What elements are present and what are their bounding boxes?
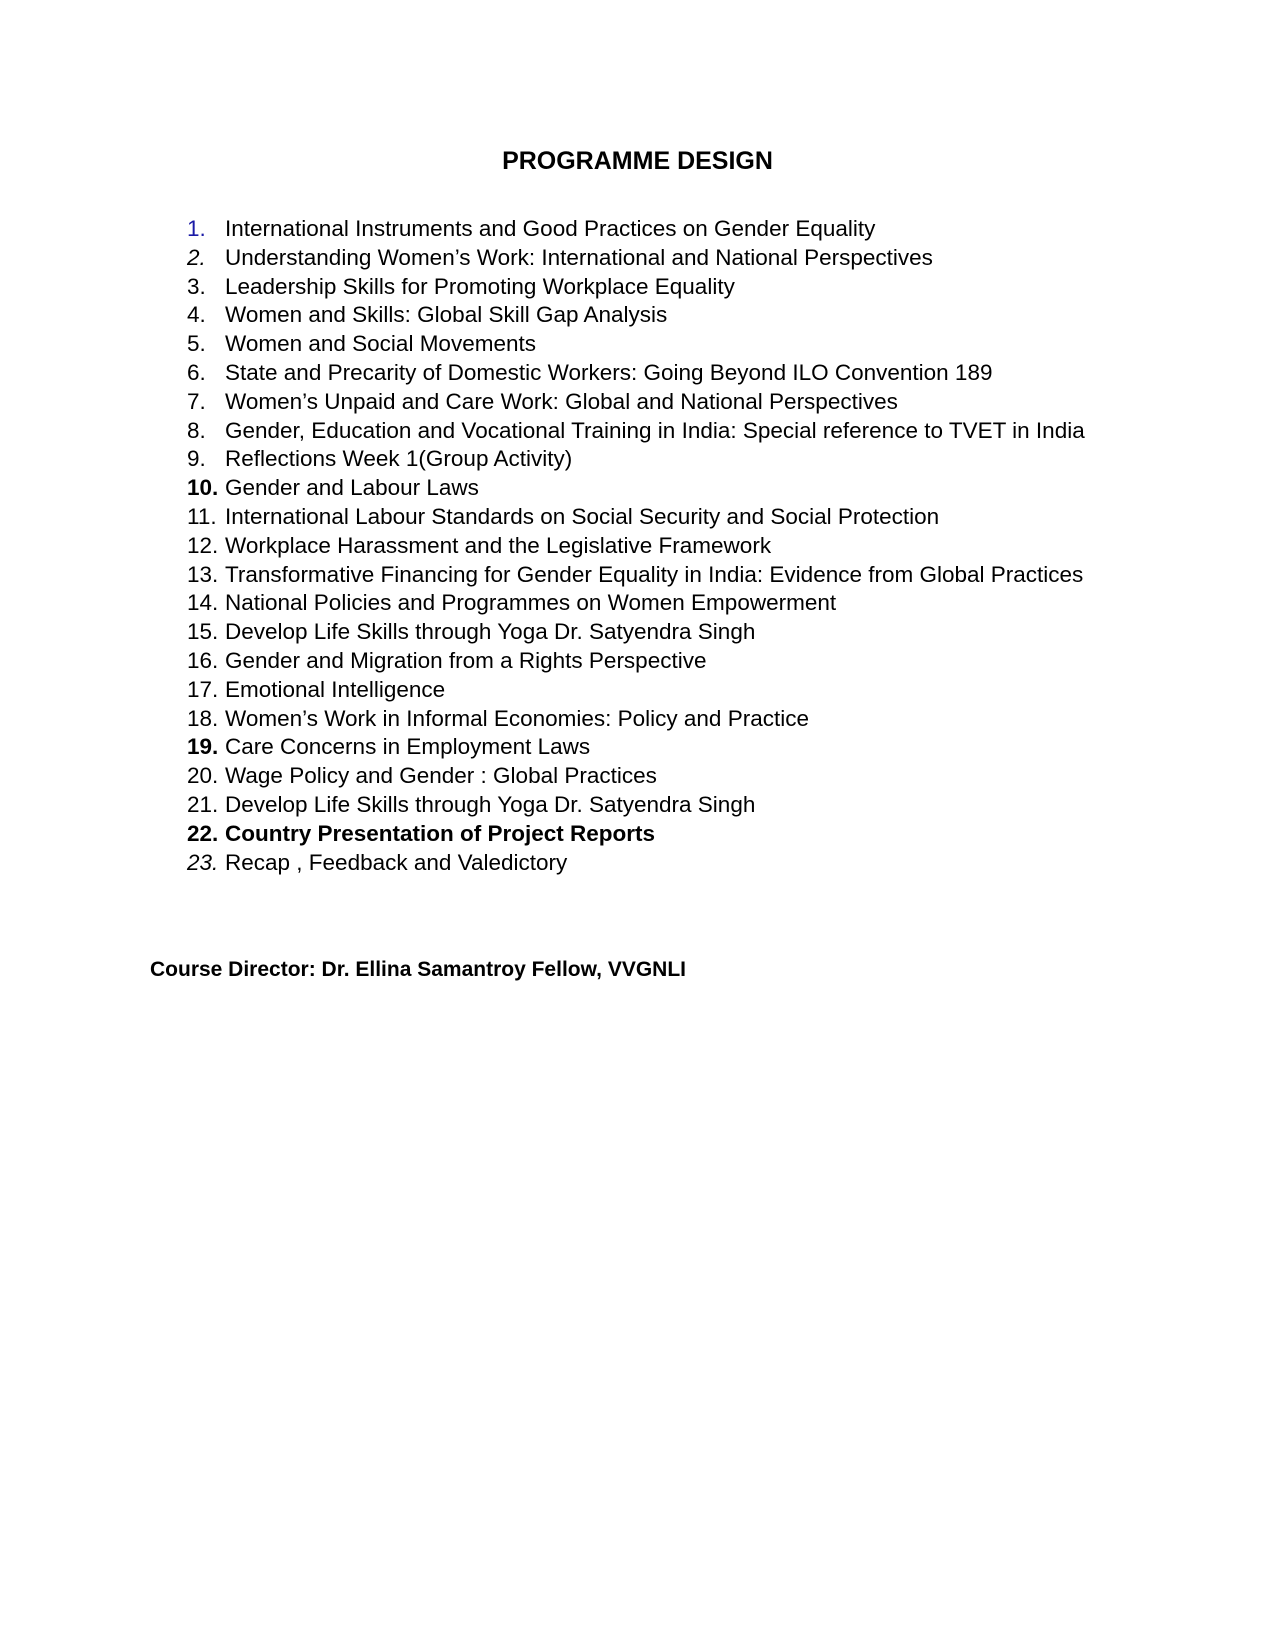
list-item [187, 849, 1117, 878]
list-item-number: 23. [187, 849, 219, 875]
list-item-text: International Instruments and Good Practices on Gender Equality [225, 216, 876, 241]
list-item-number: 8. [187, 417, 206, 443]
list-item-text: State and Precarity of Domestic Workers: Going Beyond ILO Convention 189 [225, 359, 993, 385]
list-item-number: 12. [187, 532, 219, 558]
list-item [187, 273, 1117, 302]
list-item [187, 705, 1117, 734]
list-item [187, 647, 1117, 676]
list-item [187, 417, 1117, 446]
list-item [187, 445, 1117, 474]
list-item-number: 5. [187, 331, 206, 357]
list-item [187, 820, 1117, 849]
list-item [187, 589, 1117, 618]
list-item [187, 503, 1117, 532]
list-item-number: 6. [187, 359, 206, 385]
list-item-text: International Labour Standards on Social Security and Social Protection [225, 503, 940, 529]
list-item-number: 10. [187, 475, 219, 501]
list-item-text: Workplace Harassment and the Legislative Framework [225, 532, 772, 558]
list-item-text: Wage Policy and Gender : Global Practices [225, 763, 657, 789]
list-item-text: Gender, Education and Vocational Training in India: Special reference to TVET in India [225, 417, 1085, 443]
list-item-text: Women’s Unpaid and Care Work: Global and National Perspectives [225, 388, 898, 414]
list-item-number: 9. [187, 446, 206, 472]
list-item [187, 388, 1117, 417]
list-item-text: Leadership Skills for Promoting Workplace Equality [225, 273, 735, 299]
list-item-number: 14. [187, 590, 219, 616]
list-item-text: Women and Skills: Global Skill Gap Analysis [225, 302, 668, 328]
list-item [187, 618, 1117, 647]
list-item [187, 532, 1117, 561]
list-item-number: 21. [187, 791, 219, 817]
list-item-number: 18. [187, 705, 219, 731]
list-item-text: Develop Life Skills through Yoga Dr. Satyendra Singh [225, 791, 756, 817]
list-item-number: 7. [187, 388, 206, 414]
list-item [187, 244, 1117, 273]
list-item-text: Women’s Work in Informal Economies: Policy and Practice [225, 705, 809, 731]
list-item-number: 19. [187, 734, 219, 760]
list-item-text: Women and Social Movements [225, 331, 536, 357]
list-item [187, 330, 1117, 359]
list-item [187, 762, 1117, 791]
list-item-text: National Policies and Programmes on Women Empowerment [225, 590, 837, 616]
list-item [187, 359, 1117, 388]
list-item-text: Transformative Financing for Gender Equality in India: Evidence from Global Practices [225, 561, 1084, 587]
list-item-text: Country Presentation of Project Reports [225, 820, 656, 846]
list-item-number: 3. [187, 273, 206, 299]
list-item-number: 16. [187, 647, 219, 673]
list-item-text: Reflections Week 1(Group Activity) [225, 446, 573, 472]
list-item-number: 4. [187, 302, 206, 328]
list-item [187, 791, 1117, 820]
list-item-text: Gender and Labour Laws [225, 475, 479, 501]
list-item-number: 1. [187, 216, 206, 241]
list-item-number: 11. [187, 503, 217, 529]
page-title: PROGRAMME DESIGN [502, 147, 773, 175]
list-item-number: 15. [187, 619, 219, 645]
course-director: Course Director: Dr. Ellina Samantroy Fellow, VVGNLI [150, 958, 687, 981]
list-item [187, 561, 1117, 590]
list-item [187, 301, 1117, 330]
list-item-text: Care Concerns in Employment Laws [225, 734, 591, 760]
list-item-text: Emotional Intelligence [225, 676, 446, 702]
list-item-number: 2. [187, 244, 206, 270]
list-item [187, 676, 1117, 705]
programme-list [187, 215, 1117, 877]
list-item-number: 20. [187, 763, 219, 789]
list-item-text: Understanding Women’s Work: International and National Perspectives [225, 244, 933, 270]
list-item-number: 13. [187, 561, 219, 587]
list-item-number: 22. [187, 820, 219, 846]
list-item [187, 733, 1117, 762]
list-item [187, 215, 1117, 244]
list-item-number: 17. [187, 676, 219, 702]
list-item [187, 474, 1117, 503]
list-item-text: Gender and Migration from a Rights Perspective [225, 647, 707, 673]
list-item-text: Recap , Feedback and Valedictory [225, 849, 568, 875]
list-item-text: Develop Life Skills through Yoga Dr. Satyendra Singh [225, 619, 756, 645]
